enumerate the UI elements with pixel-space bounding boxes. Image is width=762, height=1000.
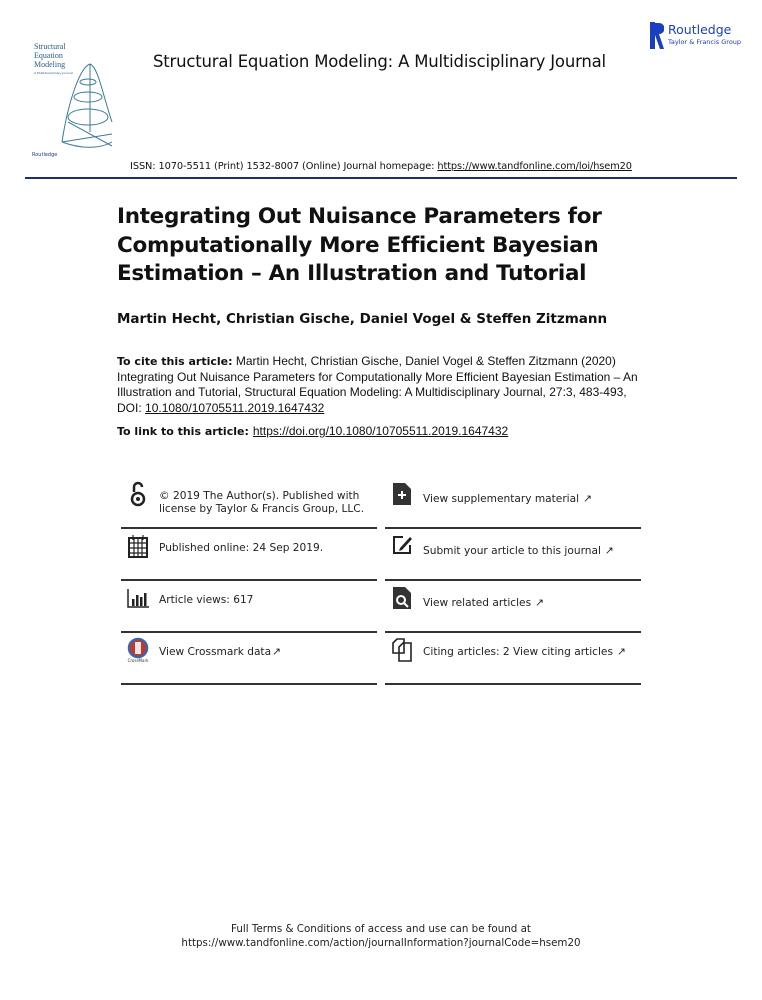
- cite-text: Martin Hecht, Christian Gische, Daniel Vogel & Steffen Zitzmann (2020) Integrating Out Nuisance Parameters for Computationally More Efficient Bayesian Estimation – An Illustration and Tutorial, Structural Equation Modeling: A Multidisciplinary Journal, 27:3, 483-493, DOI:: [117, 354, 638, 415]
- cover-title: Structural Equation Modeling: [34, 42, 66, 69]
- bar-chart-icon: [127, 585, 149, 611]
- journal-cover-thumbnail: [28, 42, 112, 166]
- routledge-r-icon: [650, 22, 664, 49]
- related-cell[interactable]: [385, 581, 641, 633]
- open-access-icon: [127, 481, 149, 507]
- edit-icon: [391, 533, 413, 559]
- supplementary-link[interactable]: View supplementary material ↗: [423, 493, 592, 505]
- crossmark-icon: [127, 637, 149, 663]
- crossmark-link[interactable]: View Crossmark data↗: [159, 646, 281, 658]
- search-document-icon: [391, 585, 413, 611]
- journal-homepage-link[interactable]: https://www.tandfonline.com/loi/hsem20: [437, 161, 632, 172]
- related-link[interactable]: View related articles ↗: [423, 597, 544, 609]
- external-link-icon: ↗: [616, 646, 626, 658]
- journal-title: Structural Equation Modeling: A Multidisciplinary Journal: [153, 52, 606, 71]
- issn-text: ISSN: 1070-5511 (Print) 1532-8007 (Online) Journal homepage:: [130, 161, 438, 172]
- routledge-logo: [650, 22, 745, 50]
- external-link-icon: ↗: [604, 545, 614, 557]
- link-label: To link to this article:: [117, 425, 249, 438]
- cover-publisher: Routledge: [32, 152, 58, 158]
- crossmark-cell[interactable]: [121, 633, 377, 685]
- footer: [0, 922, 762, 950]
- submit-cell[interactable]: [385, 529, 641, 581]
- article-link-line: [117, 424, 508, 438]
- calendar-icon: [127, 533, 149, 559]
- submit-link[interactable]: Submit your article to this journal ↗: [423, 545, 614, 557]
- issn-line: [0, 161, 762, 172]
- citation-block: [117, 354, 647, 416]
- doi-link[interactable]: 10.1080/10705511.2019.1647432: [145, 400, 325, 415]
- article-title: Integrating Out Nuisance Parameters for Computationally More Efficient Bayesian Estimation – An Illustration and Tutorial: [117, 204, 602, 286]
- citing-link[interactable]: Citing articles: 2 View citing articles ↗: [423, 646, 626, 658]
- supplementary-cell[interactable]: [385, 477, 641, 529]
- svg-text:CrossMark: CrossMark: [127, 658, 149, 663]
- published-cell: [121, 529, 377, 581]
- views-text: Article views: 617: [159, 594, 254, 606]
- cite-label: To cite this article:: [117, 355, 233, 368]
- external-link-icon: ↗: [583, 493, 592, 505]
- header-rule: [25, 177, 737, 179]
- cover-surface-graphic: [58, 62, 114, 152]
- citing-documents-icon: [391, 637, 413, 663]
- license-text: © 2019 The Author(s). Published with license by Taylor & Francis Group, LLC.: [159, 490, 365, 515]
- external-link-icon: ↗: [535, 597, 544, 609]
- logo-name: Routledge: [668, 22, 732, 37]
- footer-terms-text: Full Terms & Conditions of access and use can be found at: [231, 923, 531, 935]
- authors: Martin Hecht, Christian Gische, Daniel Vogel & Steffen Zitzmann: [117, 311, 608, 327]
- cover-subtitle: A Multidisciplinary Journal: [34, 71, 73, 75]
- external-link-icon: ↗: [272, 646, 281, 658]
- license-cell: [121, 477, 377, 529]
- published-text: Published online: 24 Sep 2019.: [159, 542, 324, 554]
- file-plus-icon: [391, 481, 413, 507]
- views-cell: [121, 581, 377, 633]
- article-doi-link[interactable]: https://doi.org/10.1080/10705511.2019.1647432: [252, 424, 509, 438]
- logo-sub: Taylor & Francis Group: [668, 38, 742, 46]
- footer-terms-link[interactable]: https://www.tandfonline.com/action/journalInformation?journalCode=hsem20: [181, 937, 581, 949]
- citing-cell[interactable]: [385, 633, 641, 685]
